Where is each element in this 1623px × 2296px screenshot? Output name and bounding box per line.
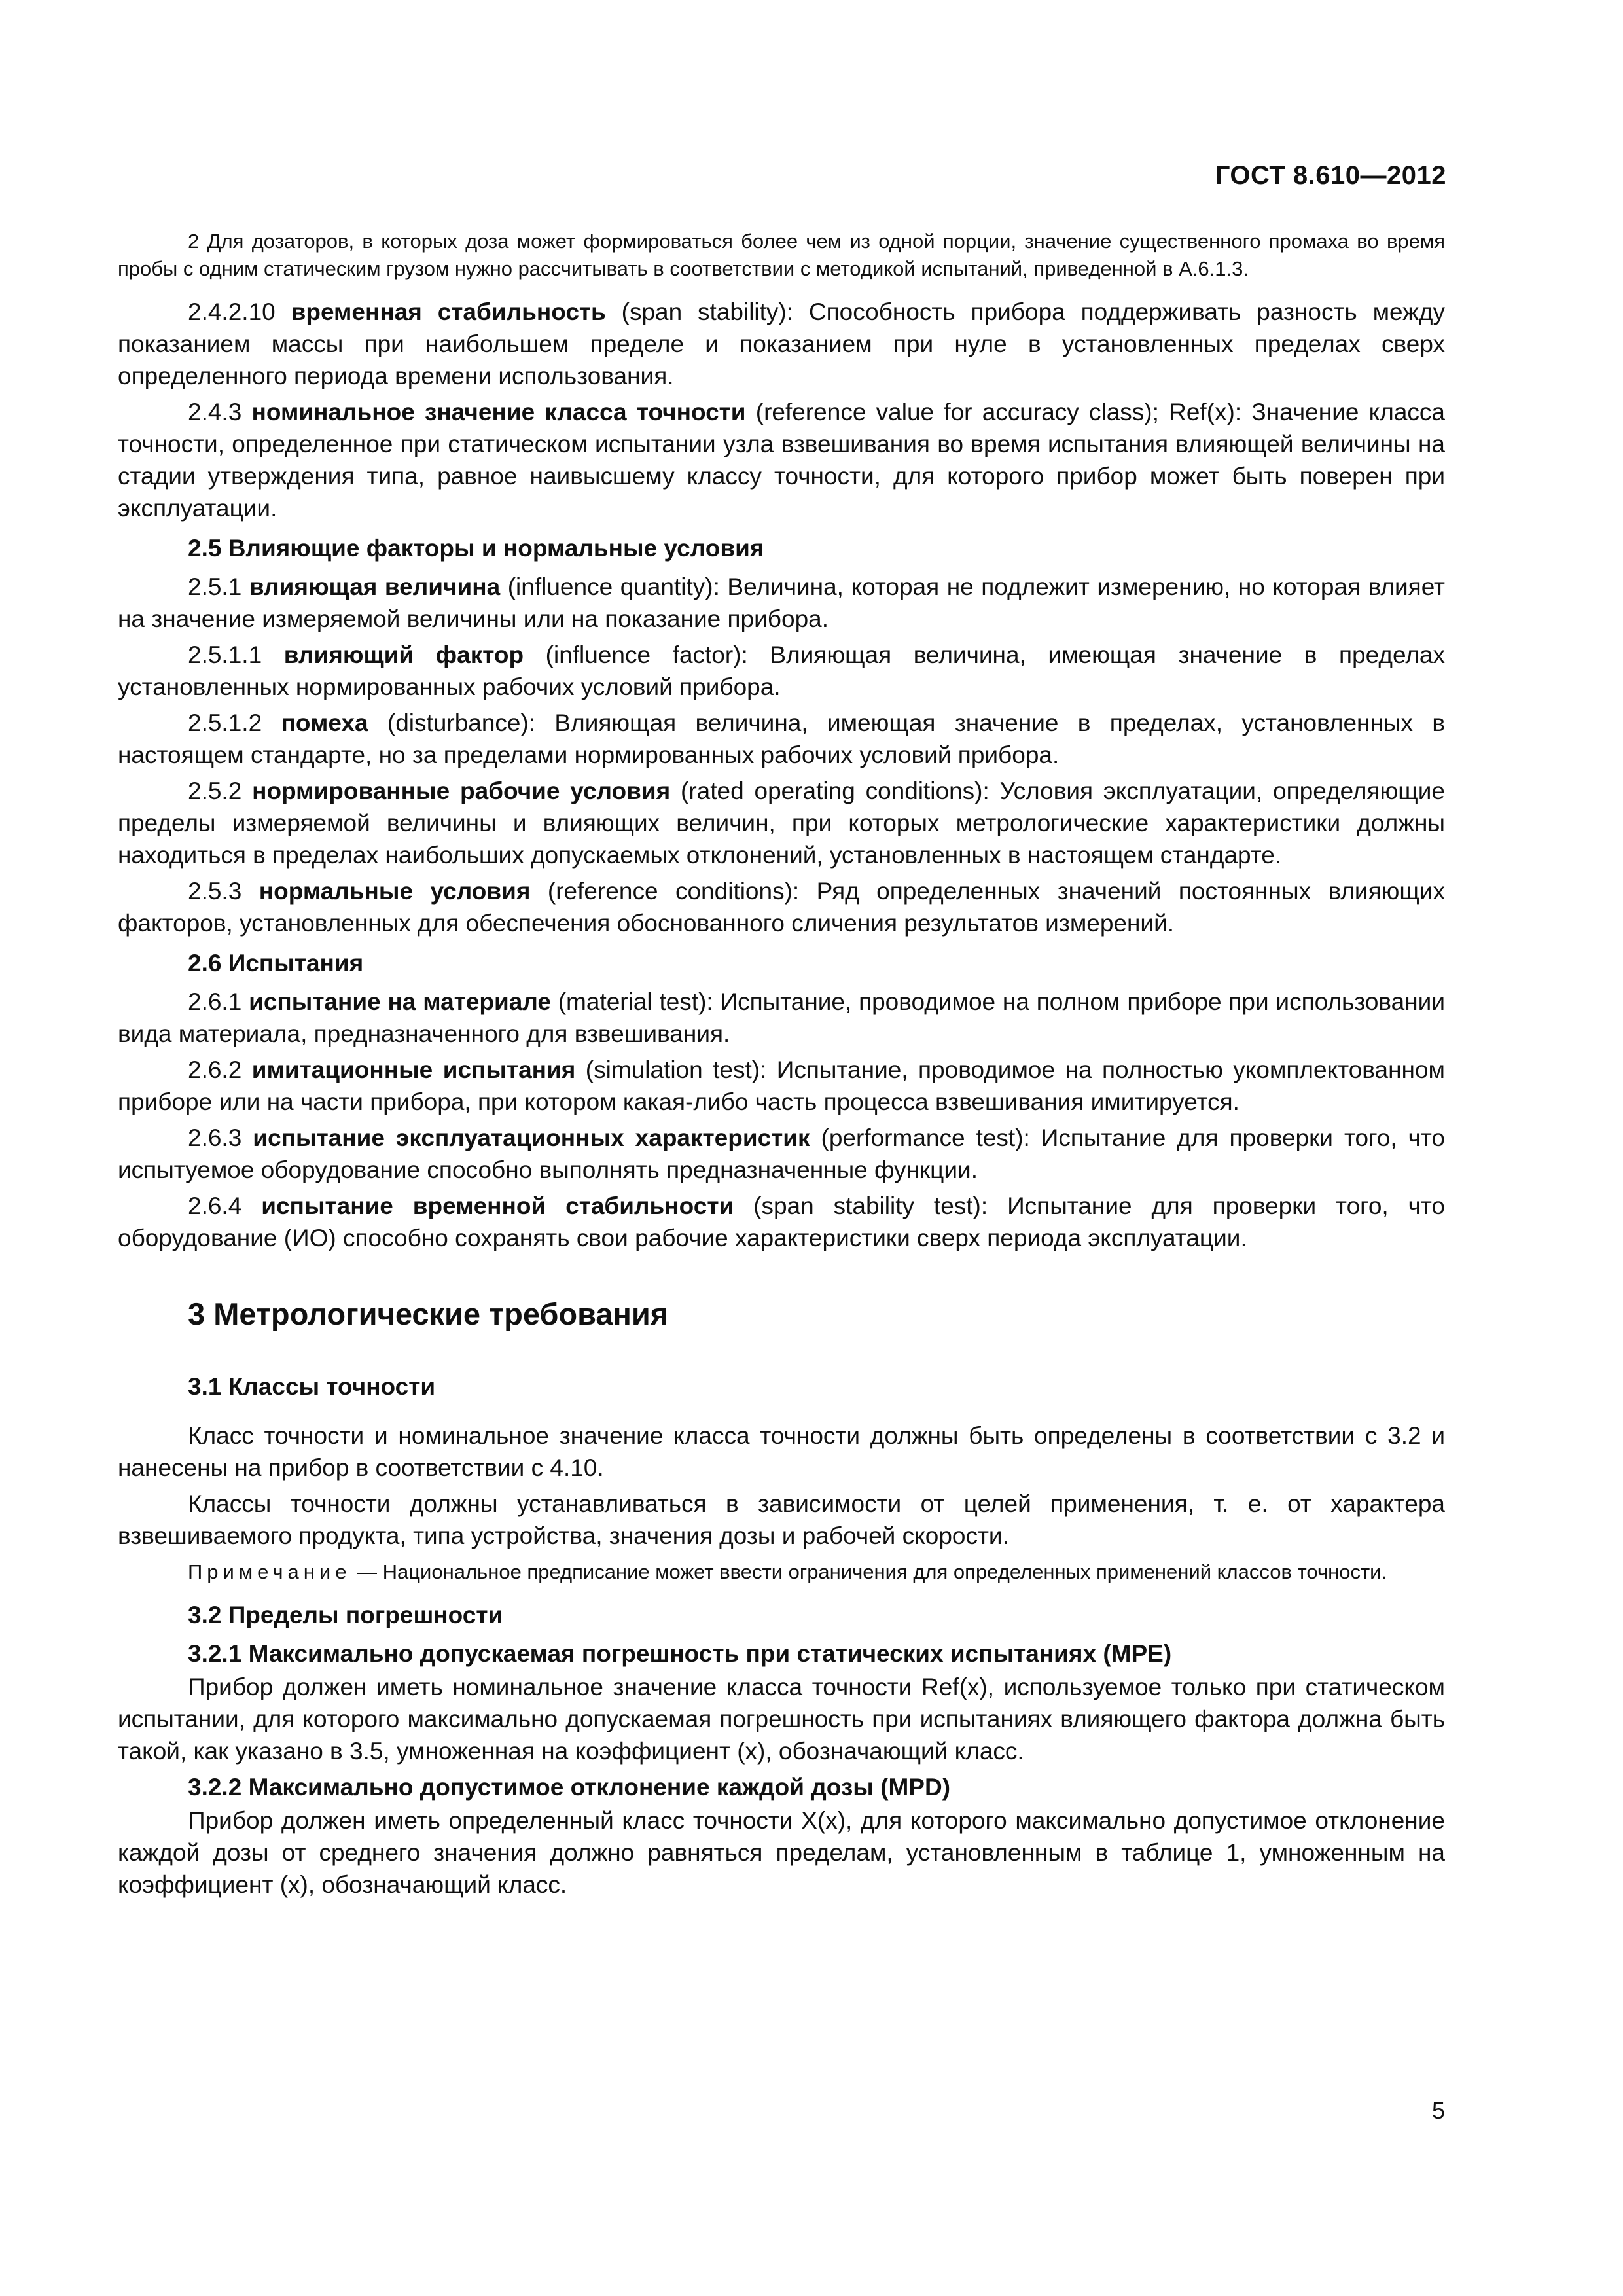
note-label: Примечание xyxy=(188,1560,351,1583)
heading-3-2-2: 3.2.2 Максимально допустимое отклонение каждой дозы (MPD) xyxy=(188,1774,951,1801)
para-3-2-1: Прибор должен иметь номинальное значение класса точности Ref(x), используемое только при статическом испытании, для которого максимально допускаемая погрешность при испытаниях влияющего фактора должна быть такой, как указано в 3.5, умноженная на коэффициент (x), обозначающий класс. xyxy=(118,1674,1445,1765)
clause-2-6-1 xyxy=(118,986,1445,1050)
clause-number: 2.4.2.10 xyxy=(188,298,291,325)
note-3-1 xyxy=(118,1558,1445,1586)
clause-number: 2.6.4 xyxy=(188,1193,262,1219)
definition-text: (performance test): Испытание для проверки того, что испытуемое оборудование способно выполнять предназначенные функции. xyxy=(118,1124,1445,1183)
page-body xyxy=(118,228,1445,1905)
para-3-1-b: Классы точности должны устанавливаться в зависимости от целей применения, т. е. от характера взвешиваемого продукта, типа устройства, значения дозы и рабочей скорости. xyxy=(118,1490,1445,1549)
section-3-heading: 3 Метрологические требования xyxy=(188,1297,669,1331)
document-code: ГОСТ 8.610—2012 xyxy=(1215,161,1446,190)
defined-term: нормированные рабочие условия xyxy=(252,778,671,804)
definition-text: (disturbance): Влияющая величина, имеющая значение в пределах, установленных в настоящем стандарте, но за пределами нормированных рабочих условий прибора. xyxy=(118,709,1445,768)
clause-2-5-1 xyxy=(118,571,1445,635)
clause-2-6-2 xyxy=(118,1054,1445,1118)
clause-2-5-1-1 xyxy=(118,639,1445,703)
clause-number: 2.5.1.1 xyxy=(188,641,284,668)
definition-text: (material test): Испытание, проводимое на полном приборе при использовании вида материала, предназначенного для взвешивания. xyxy=(118,988,1445,1047)
definition-text: (span stability): Способность прибора поддерживать разность между показанием массы при наибольшем пределе и показанием при нуле в установленных пределах сверх определенного периода времени использования. xyxy=(118,298,1446,389)
clause-number: 2.4.3 xyxy=(188,399,252,425)
page-number: 5 xyxy=(1431,2097,1445,2124)
defined-term: испытание эксплуатационных характеристик xyxy=(253,1124,810,1151)
clause-number: 2.6.3 xyxy=(188,1124,253,1151)
defined-term: испытание на материале xyxy=(249,988,551,1015)
clause-number: 2.5.1.2 xyxy=(188,709,281,736)
note-text: — Национальное предписание может ввести ограничения для определенных применений классов точности. xyxy=(351,1560,1387,1583)
note-dispensers: 2 Для дозаторов, в которых доза может формироваться более чем из одной порции, значение существенного промаха во время пробы с одним статическим грузом нужно рассчитывать в соответствии с методикой испытаний, приведенной в А.6.1.3. xyxy=(118,230,1445,280)
heading-3-1: 3.1 Классы точности xyxy=(188,1373,436,1400)
definition-text: (influence quantity): Величина, которая не подлежит измерению, но которая влияет на значение измеряемой величины или на показание прибора. xyxy=(118,573,1445,632)
definition-text: (influence factor): Влияющая величина, имеющая значение в пределах установленных нормированных рабочих условий прибора. xyxy=(118,641,1446,700)
clause-number: 2.5.3 xyxy=(188,878,259,905)
defined-term: нормальные условия xyxy=(259,878,531,905)
clause-number: 2.6.2 xyxy=(188,1056,252,1083)
clause-2-5-2 xyxy=(118,775,1445,871)
clause-2-6-3 xyxy=(118,1122,1445,1186)
defined-term: влияющий фактор xyxy=(283,641,524,668)
defined-term: номинальное значение класса точности xyxy=(251,399,746,425)
clause-2-5-1-2 xyxy=(118,707,1445,771)
definition-text: (simulation test): Испытание, проводимое на полностью укомплектованном приборе или на части прибора, при котором какая-либо часть процесса взвешивания имитируется. xyxy=(118,1056,1445,1115)
defined-term: испытание временной стабильности xyxy=(261,1193,734,1219)
clause-number: 2.5.2 xyxy=(188,778,253,804)
clause-number: 2.6.1 xyxy=(188,988,249,1015)
defined-term: имитационные испытания xyxy=(251,1056,576,1083)
clause-2-6-4 xyxy=(118,1190,1445,1254)
defined-term: влияющая величина xyxy=(249,573,501,600)
clause-2-5-3 xyxy=(118,875,1445,939)
clause-2-4-3 xyxy=(118,396,1445,524)
heading-3-2: 3.2 Пределы погрешности xyxy=(188,1602,503,1628)
para-3-2-2: Прибор должен иметь определенный класс точности X(x), для которого максимально допустимое отклонение каждой дозы от среднего значения должно равняться пределам, установленным в таблице 1, умноженным на коэффициент (x), обозначающий класс. xyxy=(118,1807,1445,1898)
definition-text: (reference value for accuracy class); Ref(x): Значение класса точности, определенное при статическом испытании узла взвешивания во время испытания влияющей величины на стадии утверждения типа, равное наивысшему классу точности, для которого прибор может быть поверен при эксплуатации. xyxy=(118,399,1446,522)
clause-2-4-2-10 xyxy=(118,296,1445,392)
heading-3-2-1: 3.2.1 Максимально допускаемая погрешность при статических испытаниях (МРЕ) xyxy=(188,1640,1172,1667)
definition-text: (reference conditions): Ряд определенных значений постоянных влияющих факторов, установленных для обеспечения обоснованного сличения результатов измерений. xyxy=(118,878,1445,937)
defined-term: помеха xyxy=(281,709,368,736)
para-3-1-a: Класс точности и номинальное значение класса точности должны быть определены в соответствии с 3.2 и нанесены на прибор в соответствии с 4.10. xyxy=(118,1422,1445,1481)
definition-text: (rated operating conditions): Условия эксплуатации, определяющие пределы измеряемой величины и влияющих величин, при которых метрологические характеристики должны находиться в пределах наибольших допускаемых отклонений, установленных в настоящем стандарте. xyxy=(118,778,1445,869)
definition-text: (span stability test): Испытание для проверки того, что оборудование (ИО) способно сохранять свои рабочие характеристики сверх периода эксплуатации. xyxy=(118,1193,1446,1251)
clause-number: 2.5.1 xyxy=(188,573,249,600)
heading-2-6: 2.6 Испытания xyxy=(188,950,364,977)
defined-term: временная стабильность xyxy=(291,298,606,325)
heading-2-5: 2.5 Влияющие факторы и нормальные условия xyxy=(188,535,764,562)
